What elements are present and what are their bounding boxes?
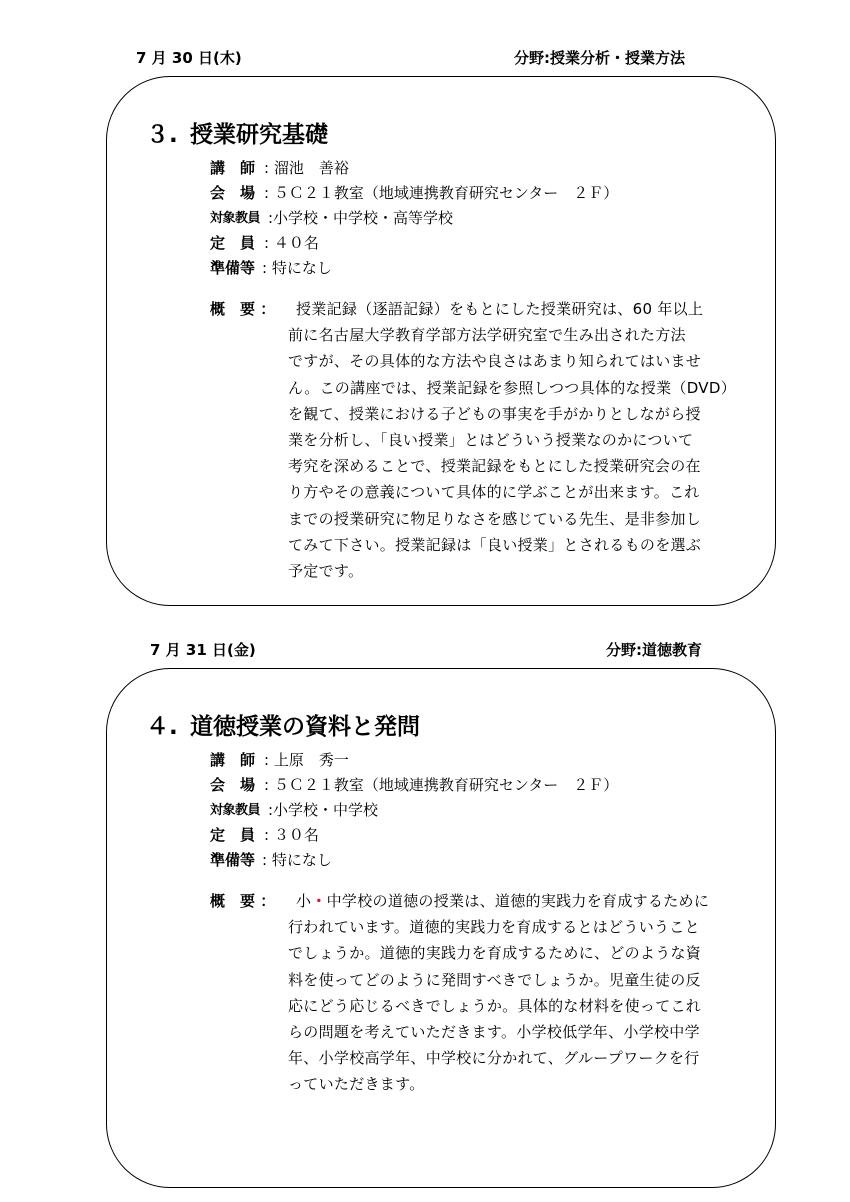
session4-field: 分野:道徳教育 [606, 641, 702, 659]
target-label: 対象教員 [210, 803, 261, 818]
target-row [210, 206, 618, 231]
session3-date: 7 月 30 日(木) [136, 49, 242, 67]
target-value: :小学校・中学校 [268, 801, 379, 819]
venue-label: 会 場 [210, 184, 256, 202]
overview-line: 前に名古屋大学教育学部方法学研究室で生み出された方法 [288, 326, 686, 345]
session3-field: 分野:授業分析・授業方法 [514, 49, 685, 67]
overview-first-b: 中学校の道徳の授業は、道徳的実践力を育成するために [326, 892, 710, 910]
overview-line: 応にどう応じるべきでしょうか。具体的な材料を使ってこれ [288, 996, 702, 1015]
overview-label: 概 要 ： [210, 892, 276, 910]
overview-line: 年、小学校高学年、中学校に分かれて、グループワークを行 [288, 1049, 700, 1068]
prep-row [210, 256, 618, 281]
lecturer-value: : 上原 秀一 [264, 751, 349, 769]
session4-overview [210, 888, 770, 1108]
capacity-row [210, 231, 618, 256]
overview-line: っていただきます。 [288, 1075, 425, 1094]
prep-value: : 特になし [262, 259, 332, 277]
capacity-row [210, 823, 618, 848]
overview-line: らの問題を考えていただきます。小学校低学年、小学校中学 [288, 1023, 700, 1042]
session4-title: 道徳授業の資料と発問 [190, 714, 420, 740]
capacity-label: 定 員 [210, 826, 256, 844]
overview-line: 考究を深めることで、授業記録をもとにした授業研究会の在 [288, 457, 701, 476]
overview-line: ん。この講座では、授業記録を参照しつつ具体的な授業（DVD） [288, 378, 737, 397]
prep-row [210, 848, 618, 873]
session4-number: ４. [146, 714, 178, 740]
session4-heading [146, 708, 420, 741]
overview-line: までの授業研究に物足りなさを感じている先生、是非参加し [288, 509, 702, 528]
red-dot: ・ [311, 892, 327, 910]
overview-first-line [288, 888, 754, 914]
session3-heading [146, 116, 328, 149]
prep-label: 準備等 [210, 851, 256, 869]
session4-info [210, 748, 618, 873]
session3-number: ３. [146, 122, 178, 148]
lecturer-label: 講 師 [210, 159, 256, 177]
overview-line: を観て、授業における子どもの事実を手がかりとしながら授 [288, 404, 701, 423]
overview-line: でしょうか。道徳的実践力を育成するために、どのような資 [288, 944, 702, 963]
overview-text [288, 888, 754, 1098]
overview-line: 授業記録（逐語記録）をもとにした授業研究は、60 年以上 [296, 300, 704, 318]
lecturer-value: : 溜池 善裕 [264, 159, 349, 177]
lecturer-row [210, 748, 618, 773]
overview-line: り方やその意義について具体的に学ぶことが出来ます。これ [288, 483, 700, 502]
overview-line: ですが、その具体的な方法や良さはあまり知られてはいませ [288, 352, 702, 371]
overview-label: 概 要 ： [210, 300, 276, 318]
lecturer-row [210, 156, 618, 181]
venue-value: : ５Ｃ２１教室（地域連携教育研究センター ２Ｆ） [264, 776, 619, 794]
overview-line: 予定です。 [288, 562, 364, 581]
venue-row [210, 773, 618, 798]
session3-info [210, 156, 618, 281]
target-value: :小学校・中学校・高等学校 [268, 209, 454, 227]
venue-label: 会 場 [210, 776, 256, 794]
lecturer-label: 講 師 [210, 751, 256, 769]
venue-value: : ５Ｃ２１教室（地域連携教育研究センター ２Ｆ） [264, 184, 619, 202]
session3-title: 授業研究基礎 [190, 122, 328, 148]
capacity-label: 定 員 [210, 234, 256, 252]
overview-line: 料を使ってどのように発問すべきでしょうか。児童生徒の反 [288, 970, 701, 989]
target-label: 対象教員 [210, 211, 261, 226]
capacity-value: : ４０名 [264, 234, 319, 252]
overview-line: 行われています。道徳的実践力を育成するとはどういうこと [288, 918, 700, 937]
prep-label: 準備等 [210, 259, 256, 277]
overview-line: 業を分析し、「良い授業」とはどういう授業なのかについて [288, 431, 694, 450]
prep-value: : 特になし [262, 851, 332, 869]
session3-overview [210, 296, 770, 586]
target-row [210, 798, 618, 823]
overview-line: てみて下さい。授業記録は「良い授業」とされるものを選ぶ [288, 535, 702, 554]
session4-date: 7 月 31 日(金) [150, 641, 256, 659]
venue-row [210, 181, 618, 206]
capacity-value: : ３０名 [264, 826, 319, 844]
overview-text [288, 296, 754, 584]
overview-first-a: 小 [296, 892, 312, 910]
